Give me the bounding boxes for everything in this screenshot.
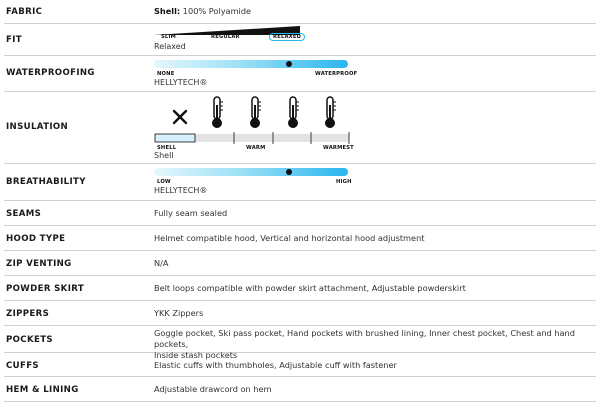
thermometer-icon xyxy=(322,95,338,129)
waterproofing-high: WATERPROOF xyxy=(315,71,358,77)
pockets-value-line1: Goggle pocket, Ski pass pocket, Hand pockets with brushed lining, Inner chest pocket, Chest and hand pockets, xyxy=(154,328,575,349)
zip-label: ZIP VENTING xyxy=(6,259,72,269)
breathability-tech: HELLYTECH® xyxy=(154,186,208,195)
cuffs-value: Elastic cuffs with thumbholes, Adjustable cuff with fastener xyxy=(154,360,397,370)
row-fabric xyxy=(4,0,596,24)
pockets-value-line2: Inside stash pockets xyxy=(154,350,238,360)
waterproofing-indicator xyxy=(286,61,292,67)
waterproofing-low: NONE xyxy=(157,71,175,77)
fit-label: FIT xyxy=(6,35,22,45)
pockets-label: POCKETS xyxy=(6,335,53,345)
insulation-scale xyxy=(154,131,350,145)
waterproofing-tech: HELLYTECH® xyxy=(154,78,208,87)
powder-label: POWDER SKIRT xyxy=(6,284,85,294)
row-breathability xyxy=(4,164,596,201)
thermometer-icon xyxy=(209,95,225,129)
fit-scale-regular: REGULAR xyxy=(211,34,240,40)
row-zippers xyxy=(4,301,596,326)
seams-value: Fully seam sealed xyxy=(154,208,228,218)
breathability-high: HIGH xyxy=(336,179,352,185)
zippers-value: YKK Zippers xyxy=(154,308,204,318)
row-hem-lining xyxy=(4,377,596,402)
row-cuffs xyxy=(4,353,596,377)
fit-scale-slim: SLIM xyxy=(161,34,176,40)
row-waterproofing xyxy=(4,56,596,92)
spec-table xyxy=(4,0,596,402)
fit-selected: Relaxed xyxy=(154,42,186,51)
hood-value: Helmet compatible hood, Vertical and horizontal hood adjustment xyxy=(154,233,425,243)
fabric-value-rest: 100% Polyamide xyxy=(180,6,252,16)
insulation-scale-warmest: WARMEST xyxy=(323,145,354,151)
hem-label: HEM & LINING xyxy=(6,385,79,395)
row-powder-skirt xyxy=(4,276,596,301)
zip-value: N/A xyxy=(154,258,169,268)
hem-value: Adjustable drawcord on hem xyxy=(154,384,272,394)
fabric-value xyxy=(154,6,251,17)
waterproofing-bar xyxy=(154,60,348,68)
breathability-low: LOW xyxy=(157,179,171,185)
insulation-scale-shell: SHELL xyxy=(157,145,177,151)
fabric-value-bold: Shell: xyxy=(154,6,181,16)
row-insulation xyxy=(4,92,596,164)
insulation-label: INSULATION xyxy=(6,122,69,132)
cross-icon xyxy=(172,109,188,125)
hood-label: HOOD TYPE xyxy=(6,234,66,244)
waterproofing-label: WATERPROOFING xyxy=(6,68,95,78)
zippers-label: ZIPPERS xyxy=(6,309,50,319)
row-zip-venting xyxy=(4,251,596,276)
breathability-label: BREATHABILITY xyxy=(6,177,86,187)
fit-scale-relaxed: RELAXED xyxy=(269,33,305,41)
thermometer-icon xyxy=(247,95,263,129)
cuffs-label: CUFFS xyxy=(6,361,39,371)
breathability-indicator xyxy=(286,169,292,175)
breathability-bar xyxy=(154,168,348,176)
row-seams xyxy=(4,201,596,226)
insulation-selected: Shell xyxy=(154,151,174,160)
fabric-label: FABRIC xyxy=(6,7,43,17)
powder-value: Belt loops compatible with powder skirt attachment, Adjustable powderskirt xyxy=(154,283,466,293)
row-pockets xyxy=(4,326,596,360)
row-fit xyxy=(4,24,596,56)
row-hood-type xyxy=(4,226,596,251)
seams-label: SEAMS xyxy=(6,209,42,219)
insulation-scale-warm: WARM xyxy=(246,145,266,151)
thermometer-icon xyxy=(285,95,301,129)
